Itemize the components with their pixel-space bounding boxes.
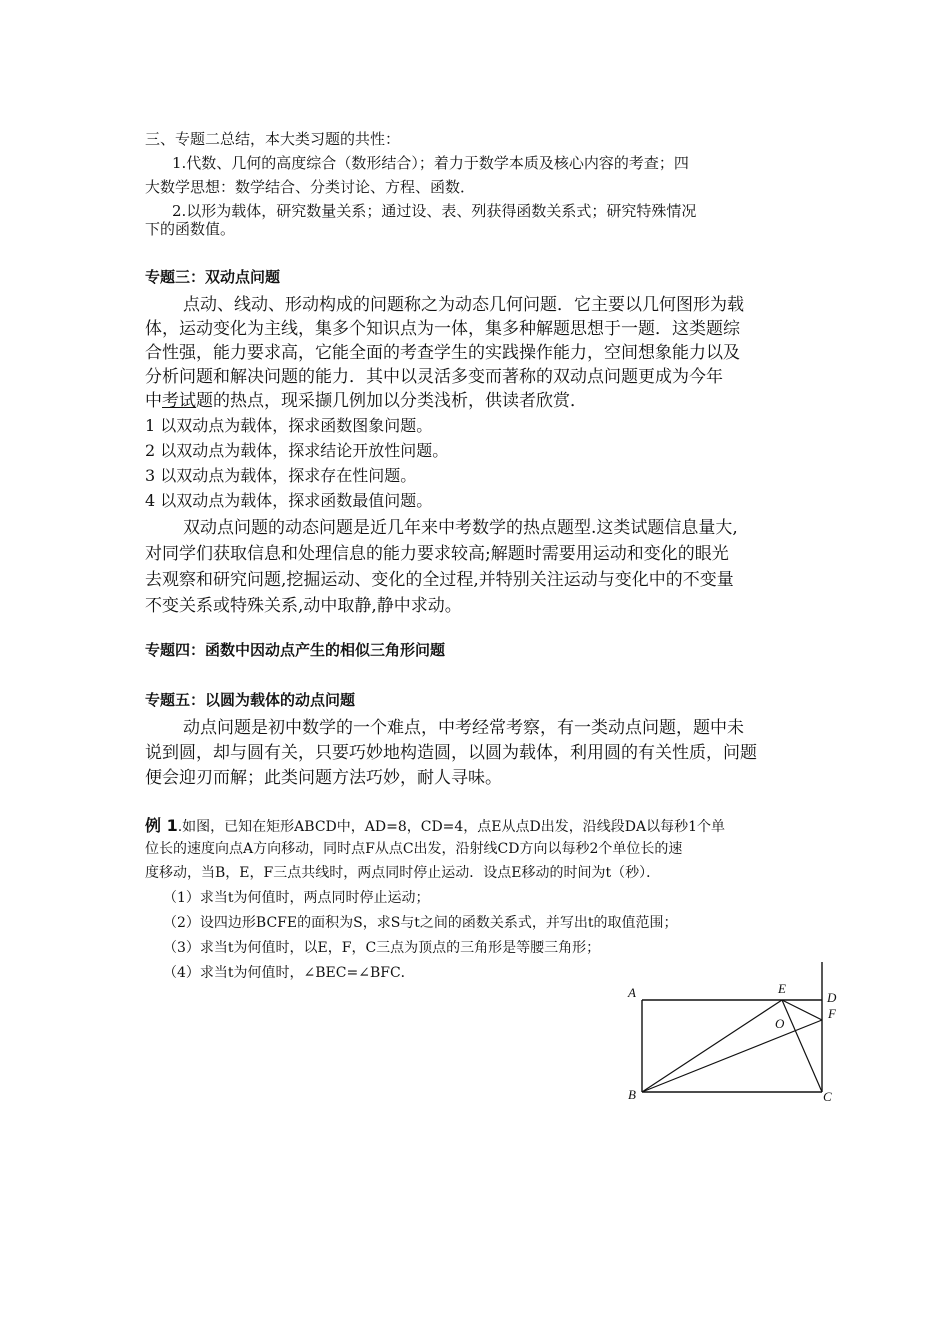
topic3-item-3: 3 以双动点为载体，探求存在性问题。 <box>145 466 417 485</box>
topic5-line2: 说到圆，却与圆有关，只要巧妙地构造圆，以圆为载体，利用圆的有关性质，问题 <box>145 743 757 763</box>
topic3-item-4: 4 以双动点为载体，探求函数最值问题。 <box>145 491 433 510</box>
topic3-intro-line5: 中考试题的热点，现采撷几例加以分类浅析，供读者欣赏． <box>145 391 587 411</box>
topic3-title: 专题三：双动点问题 <box>145 268 281 286</box>
summary-point1-line1: 1.代数、几何的高度综合（数形结合）；着力于数学本质及核心内容的考查；四 <box>172 154 689 172</box>
label-B: B <box>628 1087 636 1102</box>
example1-question1: （1）求当t为何值时，两点同时停止运动； <box>163 890 430 906</box>
summary-heading: 三、专题二总结，本大类习题的共性： <box>145 130 401 148</box>
topic3-para2-line4: 不变关系或特殊关系,动中取静,静中求动。 <box>145 596 462 616</box>
segment-EC <box>782 1000 822 1092</box>
topic4-title: 专题四：函数中因动点产生的相似三角形问题 <box>145 641 446 659</box>
topic5-line1: 动点问题是初中数学的一个难点，中考经常考察，有一类动点问题，题中未 <box>183 718 744 738</box>
label-E: E <box>778 981 786 996</box>
segment-BE <box>642 1000 782 1092</box>
example1-question3: （3）求当t为何值时，以E，F，C三点为顶点的三角形是等腰三角形； <box>163 940 601 956</box>
summary-point2-line1: 2.以形为载体，研究数量关系；通过设、表、列获得函数关系式；研究特殊情况 <box>172 202 697 220</box>
rectangle-figure <box>620 960 850 1110</box>
label-F: F <box>828 1006 836 1021</box>
example1-line1: 例 1.如图，已知在矩形ABCD中，AD=8，CD=4，点E从点D出发，沿线段DA以每秒1个单 <box>145 816 725 835</box>
topic3-intro-line4: 分析问题和解决问题的能力．其中以灵活多变而著称的双动点问题更成为今年 <box>145 367 723 387</box>
topic3-intro-line2: 体，运动变化为主线，集多个知识点为一体，集多种解题思想于一题．这类题综 <box>145 319 740 339</box>
topic3-para2-line3: 去观察和研究问题,挖掘运动、变化的全过程,并特别关注运动与变化中的不变量 <box>145 570 734 590</box>
summary-point1-line2: 大数学思想：数学结合、分类讨论、方程、函数． <box>145 178 476 196</box>
label-A: A <box>628 985 636 1000</box>
example1-label: 例 1 <box>145 816 178 835</box>
label-C: C <box>823 1089 832 1104</box>
topic3-para2-line2: 对同学们获取信息和处理信息的能力要求较高;解题时需要用运动和变化的眼光 <box>145 544 729 564</box>
topic5-title: 专题五：以圆为载体的动点问题 <box>145 691 356 709</box>
example1-line3: 度移动，当B，E，F三点共线时，两点同时停止运动．设点E移动的时间为t（秒）． <box>145 865 661 881</box>
example1-question2: （2）设四边形BCFE的面积为S，求S与t之间的函数关系式，并写出t的取值范围； <box>163 915 678 931</box>
label-O: O <box>775 1016 785 1031</box>
label-D: D <box>827 990 837 1005</box>
topic3-intro-line3: 合性强，能力要求高，它能全面的考查学生的实践操作能力，空间想象能力以及 <box>145 343 740 363</box>
topic3-intro-line1: 点动、线动、形动构成的问题称之为动态几何问题．它主要以几何图形为载 <box>183 295 744 315</box>
topic3-para2-line1: 双动点问题的动态问题是近几年来中考数学的热点题型.这类试题信息量大, <box>183 518 738 538</box>
topic3-item-1: 1 以双动点为载体，探求函数图象问题。 <box>145 416 433 435</box>
example1-line2: 位长的速度向点A方向移动，同时点F从点C出发，沿射线CD方向以每秒2个单位长的速 <box>145 841 683 857</box>
topic5-line3: 便会迎刃而解；此类问题方法巧妙，耐人寻味。 <box>145 768 502 788</box>
segment-EF <box>782 1000 822 1020</box>
summary-point2-line2: 下的函数值。 <box>145 220 236 238</box>
topic3-item-2: 2 以双动点为载体，探求结论开放性问题。 <box>145 441 449 460</box>
exam-link[interactable]: 考试 <box>162 391 196 411</box>
example1-question4: （4）求当t为何值时，∠BEC=∠BFC． <box>163 965 415 981</box>
